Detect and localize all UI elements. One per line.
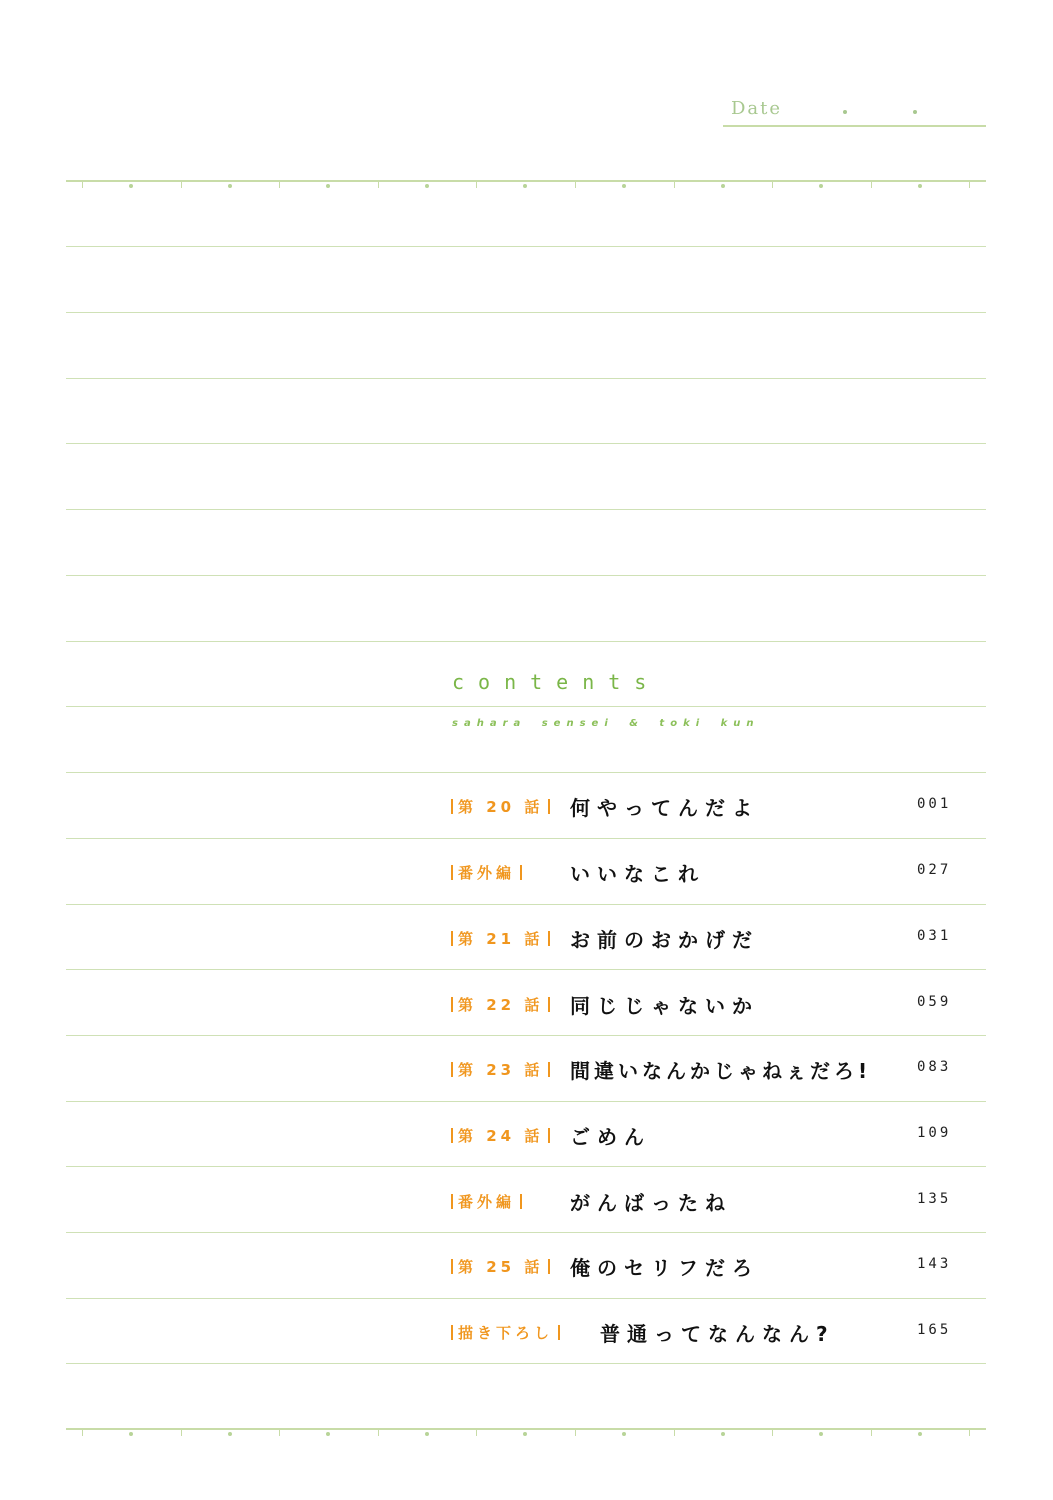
ruler-dot (523, 1432, 527, 1436)
ruler-dot (622, 184, 626, 188)
contents-title: contents (452, 670, 661, 694)
chapter-title: いいなこれ (570, 862, 705, 886)
chapter-title: がんばったね (570, 1191, 732, 1215)
chapter-label: 第 25 話 (446, 1256, 555, 1277)
ruled-line (66, 838, 986, 839)
ruler-tick (772, 180, 773, 188)
ruler-tick (279, 180, 280, 188)
ruler-dot (721, 1432, 725, 1436)
toc-row[interactable] (0, 990, 1053, 1020)
date-separator-dot (843, 110, 847, 114)
ruler-tick (82, 1428, 83, 1436)
ruler-dot (819, 184, 823, 188)
ruled-line (66, 1298, 986, 1299)
date-label: Date (731, 98, 783, 119)
ruled-line (66, 1363, 986, 1364)
ruler-dot (326, 184, 330, 188)
toc-row[interactable] (0, 1055, 1053, 1085)
ruler-tick (279, 1428, 280, 1436)
ruler-tick (378, 180, 379, 188)
page-number: 109 (917, 1125, 952, 1141)
chapter-title: 普通ってなんなん? (600, 1322, 835, 1346)
chapter-title: ごめん (570, 1125, 651, 1149)
ruler-dot (129, 184, 133, 188)
ruled-line (66, 378, 986, 379)
ruled-line (66, 904, 986, 905)
chapter-title: 俺のセリフだろ (570, 1256, 759, 1280)
ruled-line (66, 1232, 986, 1233)
chapter-label: 第 23 話 (446, 1059, 555, 1080)
ruled-line (66, 312, 986, 313)
toc-row[interactable] (0, 792, 1053, 822)
chapter-title: お前のおかげだ (570, 928, 759, 952)
ruler-tick (476, 1428, 477, 1436)
toc-row[interactable] (0, 1318, 1053, 1348)
ruled-line (66, 443, 986, 444)
date-field (723, 96, 986, 127)
ruler-tick (378, 1428, 379, 1436)
ruled-line (66, 1101, 986, 1102)
ruler-tick (871, 180, 872, 188)
chapter-label: 第 22 話 (446, 994, 555, 1015)
chapter-label: 番外編 (446, 862, 527, 883)
ruler-dot (523, 184, 527, 188)
toc-row[interactable] (0, 1121, 1053, 1151)
ruler-dot (918, 184, 922, 188)
date-separator-dot (913, 110, 917, 114)
ruled-line (66, 969, 986, 970)
ruler-dot (129, 1432, 133, 1436)
chapter-label: 描き下ろし (446, 1322, 565, 1343)
ruler-tick (181, 180, 182, 188)
toc-row[interactable] (0, 1187, 1053, 1217)
ruler-dot (326, 1432, 330, 1436)
ruled-line (66, 509, 986, 510)
ruled-line (66, 575, 986, 576)
bottom-ruler (66, 1428, 986, 1440)
ruler-tick (476, 180, 477, 188)
chapter-label: 番外編 (446, 1191, 527, 1212)
page-number: 083 (917, 1059, 952, 1075)
ruler-tick (674, 1428, 675, 1436)
chapter-title: 何やってんだよ (570, 796, 759, 820)
toc-row[interactable] (0, 1252, 1053, 1282)
chapter-label: 第 21 話 (446, 928, 555, 949)
ruler-tick (969, 1428, 970, 1436)
top-ruler (66, 180, 986, 192)
page-number: 031 (917, 928, 952, 944)
ruled-line (66, 641, 986, 642)
ruler-dot (228, 1432, 232, 1436)
page-number: 027 (917, 862, 952, 878)
chapter-title: 間違いなんかじゃねぇだろ! (570, 1059, 872, 1083)
ruled-line (66, 772, 986, 773)
ruler-dot (918, 1432, 922, 1436)
page-number: 135 (917, 1191, 952, 1207)
ruler-dot (819, 1432, 823, 1436)
ruler-dot (622, 1432, 626, 1436)
ruler-dot (721, 184, 725, 188)
ruler-tick (181, 1428, 182, 1436)
ruled-line (66, 1166, 986, 1167)
page-number: 059 (917, 994, 952, 1010)
toc-row[interactable] (0, 924, 1053, 954)
ruler-tick (575, 1428, 576, 1436)
chapter-label: 第 24 話 (446, 1125, 555, 1146)
toc-row[interactable] (0, 858, 1053, 888)
page-number: 001 (917, 796, 952, 812)
contents-subtitle: sahara sensei & toki kun (452, 718, 760, 729)
page-number: 143 (917, 1256, 952, 1272)
ruled-line (66, 706, 986, 707)
ruler-tick (871, 1428, 872, 1436)
ruler-tick (575, 180, 576, 188)
ruler-tick (82, 180, 83, 188)
ruler-dot (228, 184, 232, 188)
chapter-label: 第 20 話 (446, 796, 555, 817)
ruler-tick (969, 180, 970, 188)
ruled-line (66, 246, 986, 247)
ruled-line (66, 1035, 986, 1036)
ruler-dot (425, 184, 429, 188)
ruler-dot (425, 1432, 429, 1436)
ruler-tick (674, 180, 675, 188)
page-number: 165 (917, 1322, 952, 1338)
ruler-tick (772, 1428, 773, 1436)
chapter-title: 同じじゃないか (570, 994, 759, 1018)
